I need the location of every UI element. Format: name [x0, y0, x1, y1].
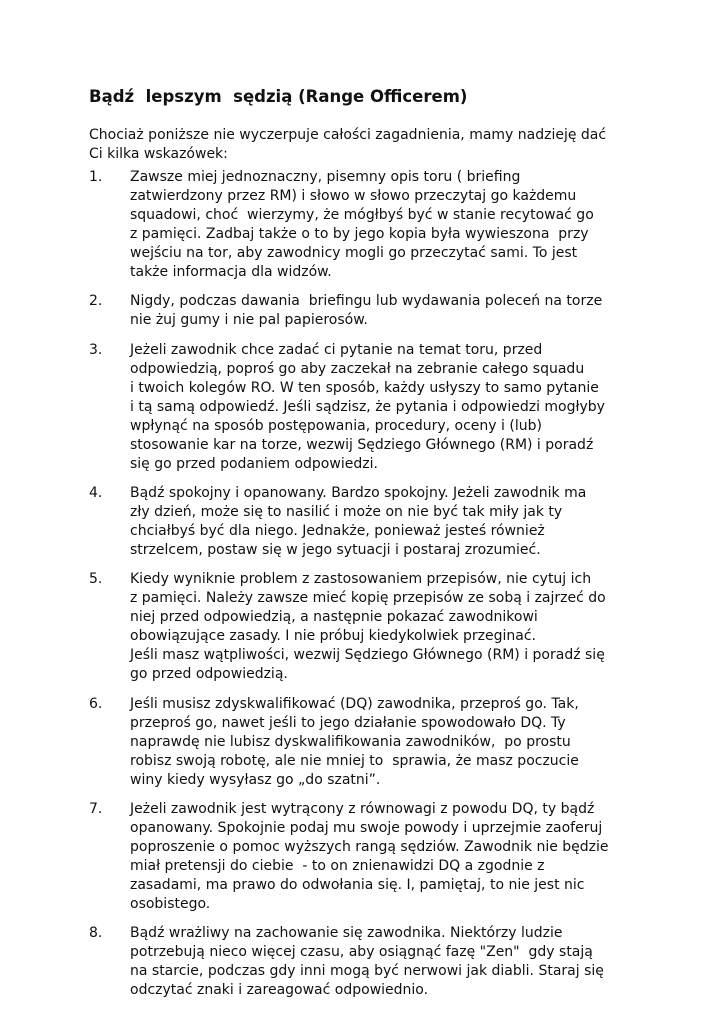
guideline-item [89, 292, 649, 330]
item-line: chciałbyś być dla niego. Jednakże, ponieważ jesteś również [130, 523, 545, 539]
item-line: obowiązujące zasady. I nie próbuj kiedykolwiek przeginać. [130, 628, 537, 644]
item-line: Jeżeli zawodnik jest wytrącony z równowagi z powodu DQ, ty bądź [130, 801, 595, 817]
intro-line: Ci kilka wskazówek: [89, 146, 228, 162]
item-text [130, 292, 649, 330]
item-line: nie żuj gumy i nie pal papierosów. [130, 312, 368, 328]
item-number: 8. [89, 925, 103, 941]
item-line: Zawsze miej jednoznaczny, pisemny opis toru ( briefing [130, 169, 521, 185]
item-line: odpowiedzią, poproś go aby zaczekał na zebranie całego squadu [130, 361, 585, 377]
item-line: poproszenie o pomoc wyższych rangą sędziów. Zawodnik nie będzie [130, 839, 609, 855]
item-line: winy kiedy wysyłasz go „do szatni”. [130, 772, 381, 788]
item-line: i tą samą odpowiedź. Jeśli sądzisz, że pytania i odpowiedzi mogłyby [130, 399, 605, 415]
item-line: odczytać znaki i zareagować odpowiednio. [130, 982, 429, 998]
item-line: go przed odpowiedzią. [130, 666, 288, 682]
item-line: miał pretensji do ciebie - to on znienawidzi DQ a zgodnie z [130, 858, 545, 874]
item-line: z pamięci. Należy zawsze mieć kopię przepisów ze sobą i zajrzeć do [130, 590, 606, 606]
item-line: Jeśli masz wątpliwości, wezwij Sędziego Głównego (RM) i poradź się [130, 647, 605, 663]
item-line: naprawdę nie lubisz dyskwalifikowania zawodników, po prostu [130, 734, 571, 750]
intro-line: Chociaż poniższe nie wyczerpuje całości zagadnienia, mamy nadzieję dać [89, 127, 607, 143]
intro-paragraph [89, 126, 649, 164]
item-line: squadowi, choć wierzymy, że mógłbyś być w stanie recytować go [130, 207, 594, 223]
item-line: się go przed podaniem odpowiedzi. [130, 456, 378, 472]
page-title: Bądź lepszym sędzią (Range Officerem) [89, 87, 468, 106]
item-line: zły dzień, może się to nasilić i może on nie być tak miły jak ty [130, 504, 563, 520]
item-line: z pamięci. Zadbaj także o to by jego kopia była wywieszona przy [130, 226, 589, 242]
item-line: wpłynąć na sposób postępowania, procedury, oceny i (lub) [130, 418, 542, 434]
item-line: Jeśli musisz zdyskwalifikować (DQ) zawodnika, przeproś go. Tak, [130, 696, 579, 712]
item-line: niej przed odpowiedzią, a następnie pokazać zawodnikowi [130, 609, 538, 625]
item-line: robisz swoją robotę, ale nie mniej to sprawia, że masz poczucie [130, 753, 579, 769]
guideline-item [89, 695, 649, 790]
item-line: Nigdy, podczas dawania briefingu lub wydawania poleceń na torze [130, 293, 603, 309]
item-line: Bądź wrażliwy na zachowanie się zawodnika. Niektórzy ludzie [130, 925, 563, 941]
item-number: 4. [89, 485, 103, 501]
item-text [130, 800, 649, 914]
guideline-item [89, 924, 649, 1000]
item-line: opanowany. Spokojnie podaj mu swoje powody i uprzejmie zaoferuj [130, 820, 603, 836]
guideline-item [89, 570, 649, 684]
item-line: wejściu na tor, aby zawodnicy mogli go przeczytać sami. To jest [130, 245, 578, 261]
item-text [130, 924, 649, 1000]
item-line: Bądź spokojny i opanowany. Bardzo spokojny. Jeżeli zawodnik ma [130, 485, 587, 501]
item-number: 2. [89, 293, 103, 309]
item-line: potrzebują nieco więcej czasu, aby osiągnąć fazę "Zen" gdy stają [130, 944, 593, 960]
item-number: 7. [89, 801, 103, 817]
item-line: Jeżeli zawodnik chce zadać ci pytanie na temat toru, przed [130, 342, 543, 358]
item-line: strzelcem, postaw się w jego sytuacji i postaraj zrozumieć. [130, 542, 541, 558]
item-text [130, 168, 649, 282]
item-line: stosowanie kar na torze, wezwij Sędziego Głównego (RM) i poradź [130, 437, 594, 453]
guideline-item [89, 800, 649, 914]
item-line: zatwierdzony przez RM) i słowo w słowo przeczytaj go każdemu [130, 188, 577, 204]
item-line: zasadami, ma prawo do odwołania się. I, pamiętaj, to nie jest nic [130, 877, 585, 893]
guideline-item [89, 341, 649, 474]
guideline-item [89, 168, 649, 282]
guideline-list [89, 168, 649, 1000]
item-number: 6. [89, 696, 103, 712]
item-line: także informacja dla widzów. [130, 264, 332, 280]
guideline-item [89, 484, 649, 560]
item-text [130, 695, 649, 790]
item-line: i twoich kolegów RO. W ten sposób, każdy usłyszy to samo pytanie [130, 380, 599, 396]
item-line: przeproś go, nawet jeśli to jego działanie spowodowało DQ. Ty [130, 715, 566, 731]
item-line: na starcie, podczas gdy inni mogą być nerwowi jak diabli. Staraj się [130, 963, 604, 979]
item-number: 3. [89, 342, 103, 358]
item-line: Kiedy wyniknie problem z zastosowaniem przepisów, nie cytuj ich [130, 571, 592, 587]
item-line: osobistego. [130, 896, 211, 912]
item-text [130, 484, 649, 560]
item-text [130, 341, 649, 474]
item-number: 5. [89, 571, 103, 587]
item-number: 1. [89, 169, 103, 185]
item-text [130, 570, 649, 684]
